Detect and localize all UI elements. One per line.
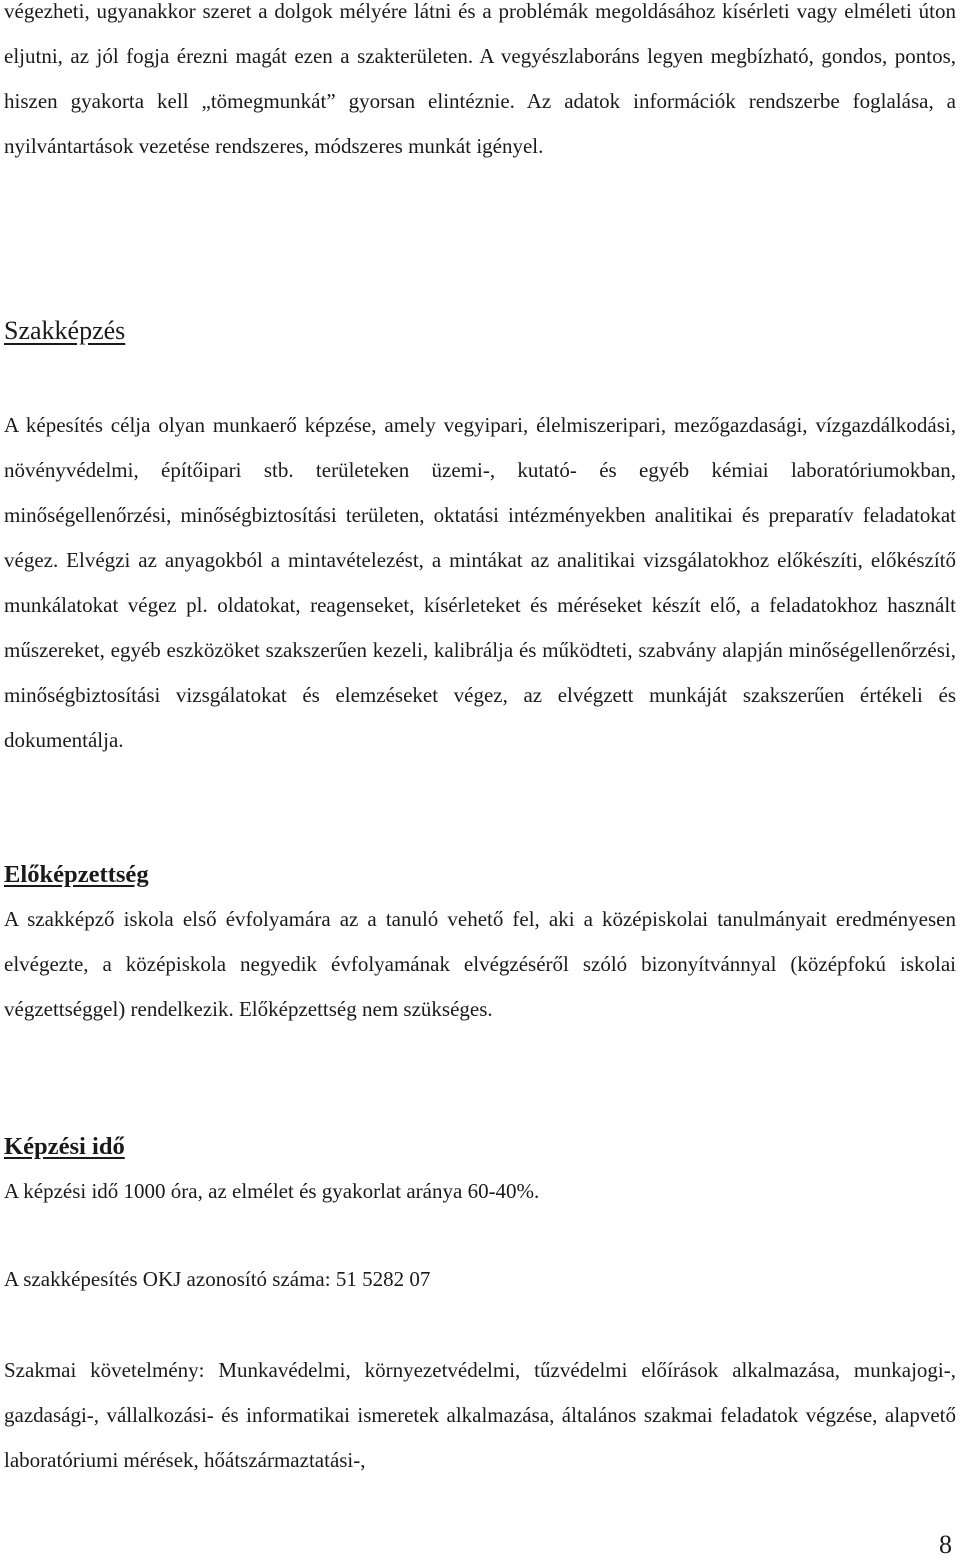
okj-paragraph: A szakképesítés OKJ azonosító száma: 51 5282 07 (4, 1267, 431, 1291)
section-heading-szakkepzes: Szakképzés (4, 316, 126, 345)
intro-paragraph: végezheti, ugyanakkor szeret a dolgok mélyére látni és a problémák megoldásához kísérleti vagy elméleti úton eljutni, az jól fogja érezni magát ezen a szakterületen. A vegyészlaboráns legyen megbízható, gondos, pontos, hiszen gyakorta kell „tömegmunkát” gyorsan elintéznie. Az adatok információk rendszerbe foglalása, a nyilvántartások vezetése rendszeres, módszeres munkát igényel. (4, 0, 956, 158)
kovetelmeny-paragraph: Szakmai követelmény: Munkavédelmi, környezetvédelmi, tűzvédelmi előírások alkalmazása, munkajogi-, gazdasági-, vállalkozási- és informatikai ismeretek alkalmazása, általános szakmai feladatok végzése, alapvető laboratóriumi mérések, hőátszármaztatási-, (4, 1358, 956, 1472)
section-heading-elokepzettseg: Előképzettség (4, 861, 149, 888)
szakkepzes-paragraph: A képesítés célja olyan munkaerő képzése, amely vegyipari, élelmiszeripari, mezőgazdasági, vízgazdálkodási, növényvédelmi, építőipari stb. területeken üzemi-, kutató- és egyéb kémiai laboratóriumokban, minőségellenőrzési, minőségbiztosítási területen, oktatási intézményekben analitikai és preparatív feladatokat végez. Elvégzi az anyagokból a mintavételezést, a mintákat az analitikai vizsgálatokhoz előkészíti, előkészítő munkálatokat végez pl. oldatokat, reagenseket, kísérleteket és méréseket készít elő, a feladatokhoz használt műszereket, egyéb eszközöket szakszerűen kezeli, kalibrálja és működteti, szabvány alapján minőségellenőrzési, minőségbiztosítási vizsgálatokat és elemzéseket végez, az elvégzett munkáját szakszerűen értékeli és dokumentálja. (4, 413, 956, 752)
section-heading-kepzesi-ido: Képzési idő (4, 1133, 125, 1160)
kepzesi-ido-paragraph: A képzési idő 1000 óra, az elmélet és gyakorlat aránya 60-40%. (4, 1179, 540, 1203)
page-number: 8 (939, 1530, 952, 1559)
elokepzettseg-paragraph: A szakképző iskola első évfolyamára az a tanuló vehető fel, aki a középiskolai tanulmányait eredményesen elvégezte, a középiskola negyedik évfolyamának elvégzéséről szóló bizonyítvánnyal (középfokú iskolai végzettséggel) rendelkezik. Előképzettség nem szükséges. (4, 907, 956, 1021)
